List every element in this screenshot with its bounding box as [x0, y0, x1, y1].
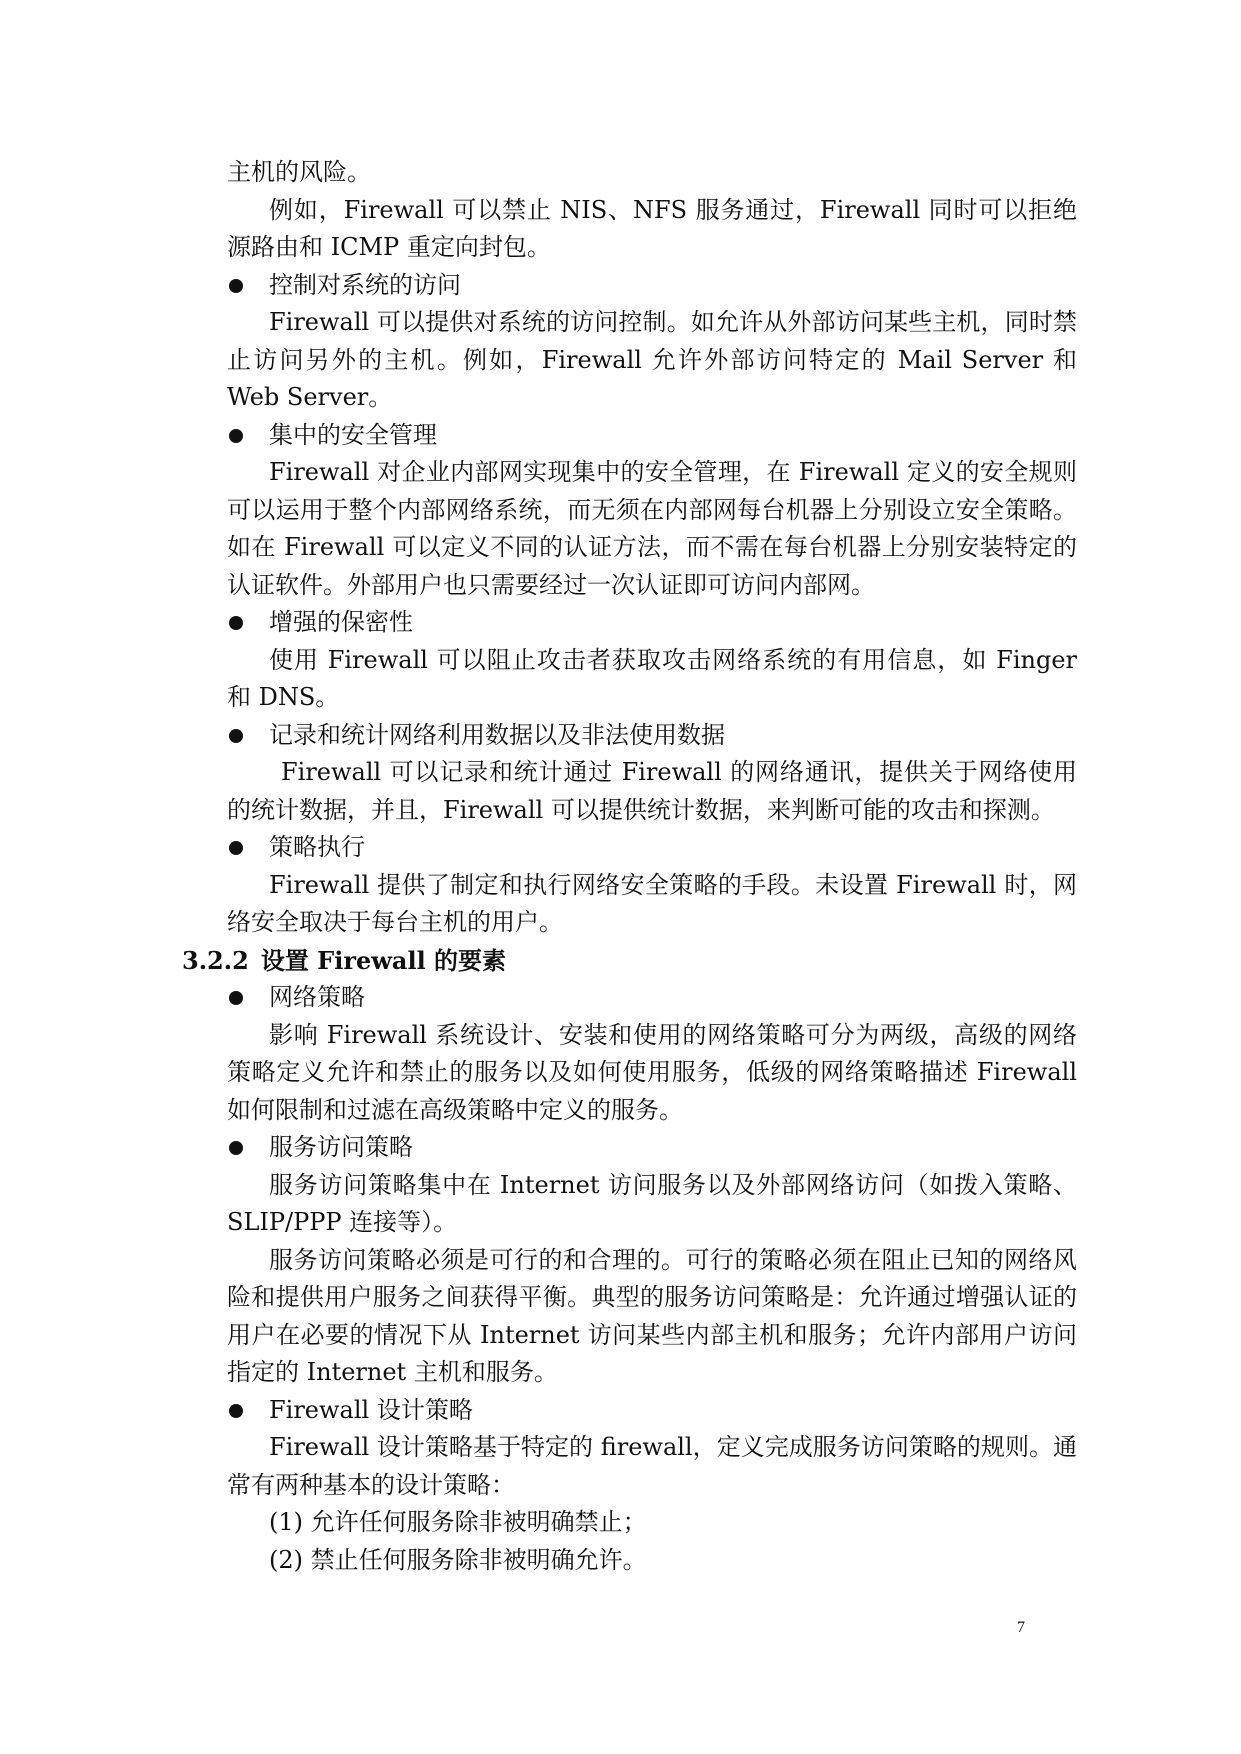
enumerated-item: (2) 禁止任何服务除非被明确允许。 — [269, 1545, 647, 1574]
enumerated-item: (1) 允许任何服务除非被明确禁止； — [269, 1508, 647, 1536]
bullet-item — [227, 979, 1077, 1017]
section-title: 设置 Firewall 的要素 — [260, 945, 507, 975]
paragraph: Firewall 可以提供对系统的访问控制。如允许从外部访问某些主机，同时禁止访问另外的主机。例如，Firewall 允许外部访问特定的 Mail Server 和 Web Server。 — [227, 308, 1077, 411]
bullet-item — [227, 829, 1077, 867]
paragraph: Firewall 设计策略基于特定的 firewall，定义完成服务访问策略的规则。通常有两种基本的设计策略： — [227, 1433, 1077, 1499]
bullet-icon — [229, 1141, 243, 1155]
paragraph: 主机的风险。 — [227, 158, 371, 186]
bullet-icon — [229, 616, 243, 630]
bullet-text: 增强的保密性 — [269, 608, 413, 636]
section-number: 3.2.2 — [182, 945, 249, 975]
bullet-item — [227, 1129, 1077, 1167]
bullet-text: 记录和统计网络利用数据以及非法使用数据 — [269, 720, 725, 749]
bullet-icon — [229, 429, 243, 443]
bullet-item — [227, 1392, 1077, 1430]
page-body — [182, 154, 1077, 1579]
bullet-text: 服务访问策略 — [269, 1133, 413, 1161]
paragraph: 服务访问策略必须是可行的和合理的。可行的策略必须在阻止已知的网络风险和提供用户服务之间获得平衡。典型的服务访问策略是：允许通过增强认证的用户在必要的情况下从 Internet 访问某些内部主机和服务；允许内部用户访问指定的 Internet 主机和服务。 — [227, 1245, 1077, 1386]
paragraph: Firewall 提供了制定和执行网络安全策略的手段。未设置 Firewall 时，网络安全取决于每台主机的用户。 — [227, 870, 1077, 936]
bullet-item — [227, 267, 1077, 305]
bullet-icon — [229, 279, 243, 293]
paragraph: 影响 Firewall 系统设计、安装和使用的网络策略可分为两级，高级的网络策略定义允许和禁止的服务以及如何使用服务，低级的网络策略描述 Firewall 如何限制和过滤在高级策略中定义的服务。 — [227, 1020, 1077, 1124]
bullet-icon — [229, 991, 243, 1005]
bullet-text: 控制对系统的访问 — [269, 270, 461, 299]
bullet-text: 网络策略 — [269, 983, 365, 1011]
bullet-text: 集中的安全管理 — [269, 420, 437, 449]
page-number: 7 — [1017, 1619, 1025, 1636]
paragraph: 例如，Firewall 可以禁止 NIS、NFS 服务通过，Firewall 同时可以拒绝源路由和 ICMP 重定向封包。 — [227, 195, 1077, 261]
paragraph: 使用 Firewall 可以阻止攻击者获取攻击网络系统的有用信息，如 Finger 和 DNS。 — [227, 645, 1077, 711]
paragraph: Firewall 可以记录和统计通过 Firewall 的网络通讯，提供关于网络使用的统计数据，并且，Firewall 可以提供统计数据，来判断可能的攻击和探测。 — [227, 758, 1077, 824]
paragraph: 服务访问策略集中在 Internet 访问服务以及外部网络访问（如拨入策略、SLIP/PPP 连接等）。 — [227, 1170, 1077, 1236]
bullet-item — [227, 417, 1077, 455]
section-heading — [182, 942, 1077, 980]
bullet-icon — [229, 729, 243, 743]
bullet-text: 策略执行 — [269, 833, 365, 861]
bullet-item — [227, 717, 1077, 755]
bullet-icon — [229, 841, 243, 855]
bullet-text: Firewall 设计策略 — [269, 1395, 473, 1424]
bullet-icon — [229, 1404, 243, 1418]
paragraph: Firewall 对企业内部网实现集中的安全管理，在 Firewall 定义的安全规则可以运用于整个内部网络系统，而无须在内部网每台机器上分别设立安全策略。如在 Firewall 可以定义不同的认证方法，而不需在每台机器上分别安装特定的认证软件。外部用户也只需要经过一次认证即可访问内部网。 — [227, 458, 1077, 599]
bullet-item — [227, 604, 1077, 642]
